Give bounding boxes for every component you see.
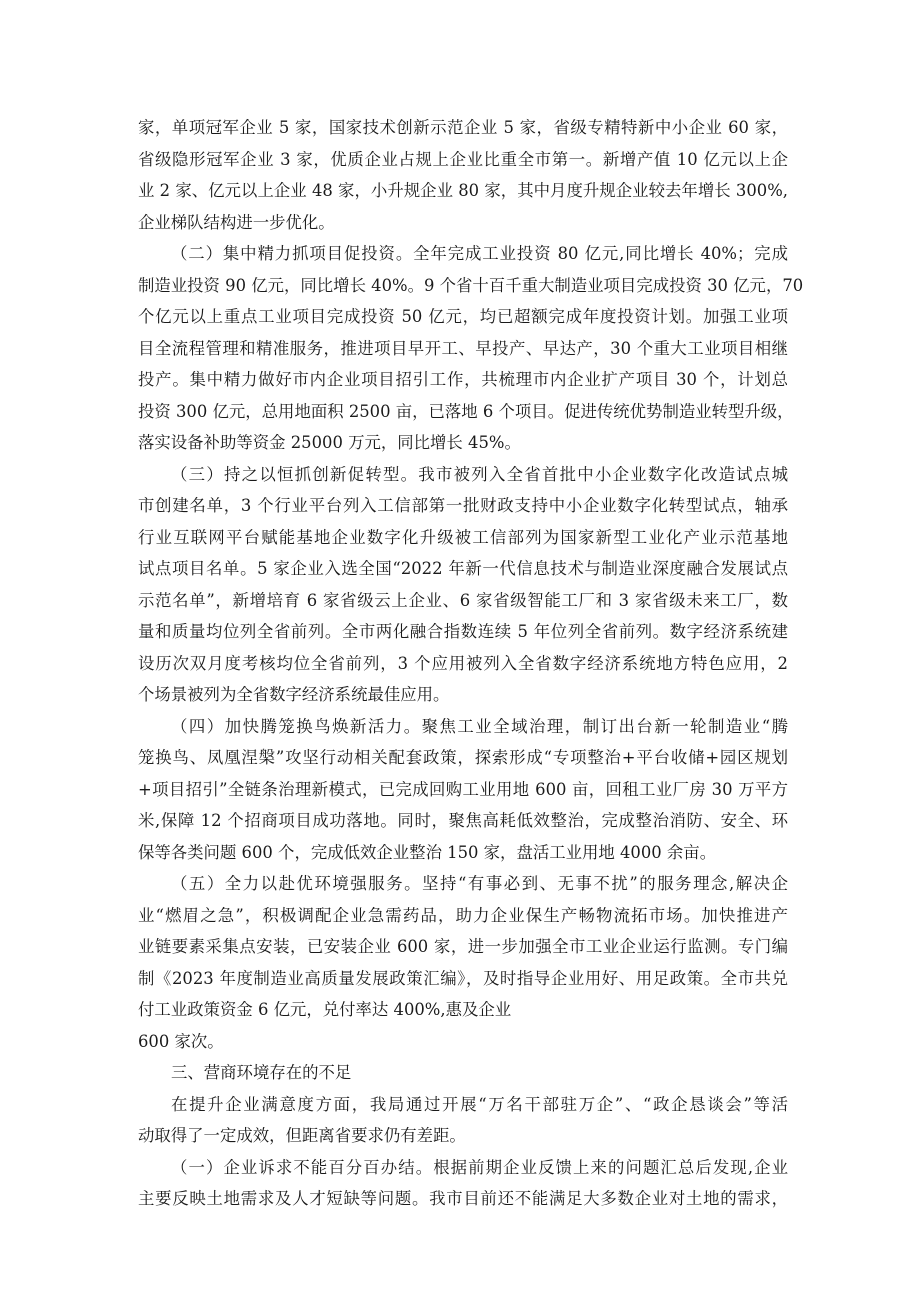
text-line: 业链要素采集点安装，已安装企业 600 家，进一步加强全市工业企业运行监测。专门编 [138,937,788,956]
text-line: 保等各类问题 600 个，完成低效企业整治 150 家，盘活工业用地 4000 余亩。 [138,842,717,862]
text-line: 主要反映土地需求及人才短缺等问题。我市目前还不能满足大多数企业对土地的需求， [138,1189,788,1208]
text-line: 投产。集中精力做好市内企业项目招引工作，共梳理市内企业扩产项目 30 个，计划总 [138,370,788,389]
text-line: 投资 300 亿元，总用地面积 2500 亩，已落地 6 个项目。促进传统优势制造业转型升级， [138,401,794,421]
text-line: 行业互联网平台赋能基地企业数字化升级被工信部列为国家新型工业化产业示范基地 [138,527,788,547]
text-line: 笼换鸟、凤凰涅槃”攻坚行动相关配套政策，探索形成“专项整治+平台收储+园区规划 [138,748,788,767]
text-line: （五）全力以赴优环境强服务。坚持“有事必到、无事不扰”的服务理念,解决企 [171,874,788,893]
text-line: （四）加快腾笼换鸟焕新活力。聚焦工业全域治理，制订出台新一轮制造业“腾 [171,716,788,736]
text-line: （一）企业诉求不能百分百办结。根据前期企业反馈上来的问题汇总后发现,企业 [171,1157,788,1177]
text-line: 个场景被列为全省数字经济系统最佳应用。 [138,685,450,704]
text-line: +项目招引”全链条治理新模式，已完成回购工业用地 600 亩，回租工业厂房 30 万平方 [138,779,788,799]
text-line: 量和质量均位列全省前列。全市两化融合指数连续 5 年位列全省前列。数字经济系统建 [138,622,788,641]
text-line: 在提升企业满意度方面，我局通过开展“万名干部驻万企”、“政企恳谈会”等活 [171,1094,788,1114]
text-line: （二）集中精力抓项目促投资。全年完成工业投资 80 亿元,同比增长 40%；完成 [171,244,788,263]
text-line: 600 家次。 [138,1031,224,1051]
text-line: 目全流程管理和精准服务，推进项目早开工、早投产、早达产，30 个重大工业项目相继 [138,338,788,358]
text-line: 业“燃眉之急”，积极调配企业急需药品，助力企业保生产畅物流拓市场。加快推进产 [138,905,788,925]
text-line: 个亿元以上重点工业项目完成投资 50 亿元，均已超额完成年度投资计划。加强工业项 [138,307,788,326]
text-line: 试点项目名单。5 家企业入选全国“2022 年新一代信息技术与制造业深度融合发展试点 [138,559,788,578]
text-line: 三、营商环境存在的不足 [171,1063,352,1082]
text-line: 制造业投资 90 亿元，同比增长 40%。9 个省十百千重大制造业项目完成投资 30 亿元，70 [138,275,804,295]
document-body [138,112,804,1215]
text-line: 付工业政策资金 6 亿元，兑付率达 400%,惠及企业 [138,1000,512,1019]
text-line: 落实设备补助等资金 25000 万元，同比增长 45%。 [138,433,521,452]
text-line: 企业梯队结构进一步优化。 [138,212,335,232]
text-line: 市创建名单，3 个行业平台列入工信部第一批财政支持中小企业数字化转型试点，轴承 [138,496,788,515]
text-line: 米,保障 12 个招商项目成功落地。同时，聚焦高耗低效整治，完成整治消防、安全、环 [138,811,788,830]
text-line: 业 2 家、亿元以上企业 48 家，小升规企业 80 家，其中月度升规企业较去年增长 300%, [138,181,788,200]
text-line: 省级隐形冠军企业 3 家，优质企业占规上企业比重全市第一。新增产值 10 亿元以上企 [138,149,788,169]
text-line: （三）持之以恒抓创新促转型。我市被列入全省首批中小企业数字化改造试点城 [171,464,788,484]
text-line: 制《2023 年度制造业高质量发展政策汇编》，及时指导企业用好、用足政策。全市共兑 [138,968,788,988]
text-line: 家，单项冠军企业 5 家，国家技术创新示范企业 5 家，省级专精特新中小企业 60 家， [138,118,788,137]
text-line: 动取得了一定成效，但距离省要求仍有差距。 [138,1126,466,1145]
text-line: 设历次双月度考核均位全省前列，3 个应用被列入全省数字经济系统地方特色应用，2 [138,653,788,673]
text-line: 示范名单”，新增培育 6 家省级云上企业、6 家省级智能工厂和 3 家省级未来工厂，数 [138,590,788,610]
